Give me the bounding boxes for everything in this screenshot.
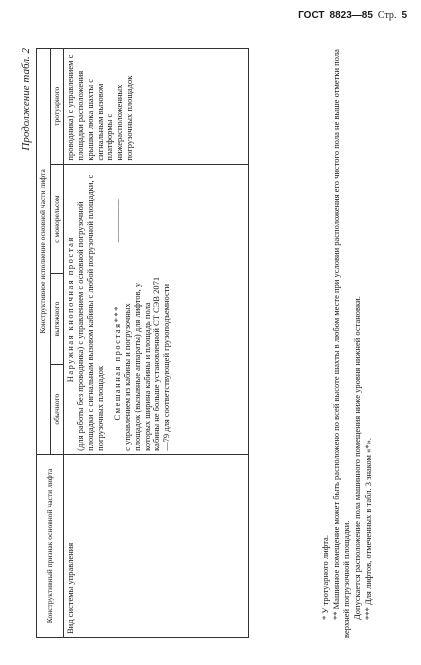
control-system-cell — [64, 164, 249, 454]
footnote-2: ** Машинное помещение может быть расположено по всей высоте шахты в любом месте при условии расположения его чистого пола не выше отметки пола верхней погрузочной площадки. — [330, 49, 352, 638]
footnotes — [320, 48, 373, 638]
doc-number: 8823—85 — [329, 10, 373, 21]
cell2-text: с управлением из кабины и погрузочных площадок (вызывные аппараты) для лифтов, у которых ширина кабины и площадь пола кабины не больше установленной СТ СЭВ 2071—79 для соответствующей грузоподъемности — [122, 276, 172, 451]
column-header-exhaust: вытяжного — [50, 274, 64, 364]
column-header-sidewalk: тротуарного — [50, 49, 64, 165]
footnote-1: * У тротуарного лифта. — [320, 535, 330, 620]
table-continuation-label: Продолжение табл. 2 — [20, 48, 32, 151]
page-label: Стр. — [377, 10, 397, 21]
lift-construction-table — [36, 48, 249, 638]
rotated-page-content — [20, 48, 405, 638]
column-header-ordinary: обычного — [50, 364, 64, 454]
column-header-attribute: Конструктивный признак основной части лифта — [37, 454, 64, 637]
gost-label: ГОСТ — [298, 10, 325, 21]
column-header-monorail: с монорельсом — [50, 164, 64, 274]
footnote-2-cont: Допускается расположение пола машинного помещения ниже уровня нижней остановки. — [351, 296, 362, 620]
page-number: 5 — [401, 10, 407, 21]
cell1-title: Наружная кнопочная простая — [65, 236, 76, 383]
sidewalk-cell: проводника) с управлением с площадки расположения крышки люка шахты с сигнальным вызовом платформы с нижерасположенных погрузочных площадок — [64, 49, 249, 165]
footnote-3: *** Для лифтов, отмеченных в табл. 3 знаком «*». — [362, 438, 373, 620]
cell2-title: Смешанная простая*** — [112, 305, 123, 421]
column-group-header: Конструктивное исполнение основной части лифта — [37, 49, 51, 455]
cell1-text: (для работы без проводника) с управлением с основной погрузочной площадки с сигнальным вызовом кабины с любой погрузочной площадки, с погрузочных площадок — [75, 174, 105, 451]
monorail-dashes: — — — — — — [112, 200, 123, 243]
row-label-control-system: Вид системы управления — [64, 454, 249, 637]
page-header — [298, 10, 407, 21]
